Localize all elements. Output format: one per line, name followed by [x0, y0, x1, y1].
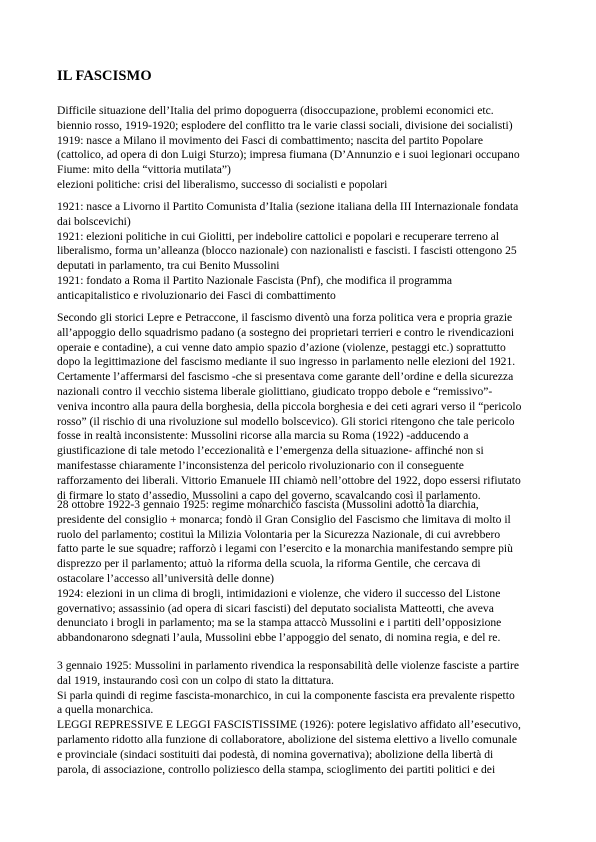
text-line: Difficile situazione dell’Italia del primo dopoguerra (disoccupazione, problemi economici etc.	[57, 104, 494, 117]
text-line: 1919: nasce a Milano il movimento dei Fasci di combattimento; nascita del partito Popolare	[57, 133, 483, 147]
text-line: 1924: elezioni in un clima di brogli, intimidazioni e violenze, che videro il successo del Listone	[57, 586, 501, 600]
text-line: Si parla quindi di regime fascista-monarchico, in cui la componente fascista era prevalente rispetto	[57, 688, 515, 702]
paragraph-postwar	[57, 104, 557, 193]
text-line: a quella monarchica.	[57, 703, 154, 717]
text-line: Fiume: mito della “vittoria mutilata”)	[57, 163, 231, 177]
text-line: dal 1919, instaurando così con un colpo di stato la dittatura.	[57, 673, 334, 687]
text-line: presidente del consiglio + monarca; fondò il Gran Consiglio del Fascismo che limitava di molto il	[57, 512, 511, 526]
document-title: IL FASCISMO	[57, 68, 152, 84]
text-line: disprezzo per il parlamento; attuò la riforma della scuola, la riforma Gentile, che cercava di	[57, 557, 481, 571]
text-line: parola, di associazione, controllo poliziesco della stampa, scioglimento dei partiti politici e dei	[57, 762, 496, 776]
text-line: manifestasse chiaramente l’inconsistenza del pericolo rivoluzionario con il conseguente	[57, 458, 464, 472]
text-line: operaie e contadine), a cui venne dato ampio spazio d’azione (violenze, pestaggi etc.) soprattutto	[57, 340, 506, 354]
text-line: abbandonarono sdegnati l’aula, Mussolini ebbe l’appoggio del senato, di nomina regia, e del re.	[57, 631, 501, 645]
text-line: Certamente l’affermarsi del fascismo -che si presentava come garante dell’ordine e della sicurezza	[57, 370, 514, 384]
text-line: ruolo del parlamento; costituì la Milizia Volontaria per la Sicurezza Nazionale, di cui avrebbero	[57, 527, 501, 541]
text-line: giustificazione di tale metodo l’eccezionalità e l’emergenza della situazione- affinché non si	[57, 444, 484, 458]
text-line: parlamento ridotto alla funzione di collaboratore, abolizione del sistema elettivo a livello comunale	[57, 732, 518, 746]
text-line: denunciato i brogli in parlamento; ma se la stampa attaccò Mussolini e i partiti dell’opposizione	[57, 616, 502, 630]
text-line: fatto parte le sue squadre; rafforzò i legami con l’esercito e la monarchia manifestando sempre più	[57, 542, 513, 556]
text-line: governativo; assassinio (ad opera di sicari fascisti) del deputato socialista Matteotti, che aveva	[57, 601, 494, 615]
text-line: rosso” (il rischio di una rivoluzione sul modello bolscevico). Gli storici ritengono che tale pericolo	[57, 414, 515, 428]
text-line: biennio rosso, 1919-1920; esplodere del conflitto tra le varie classi sociali, divisione dei socialisti)	[57, 118, 513, 132]
paragraph-dictatorship	[57, 659, 557, 777]
text-line: fosse in realtà inconsistente: Mussolini ricorse alla marcia su Roma (1922) -adducendo a	[57, 429, 469, 443]
text-line: deputati in parlamento, tra cui Benito Mussolini	[57, 259, 280, 273]
text-line: all’appoggio dello squadrismo padano (a sostegno dei proprietari terrieri e contro le rivendicazioni	[57, 325, 515, 339]
paragraph-historians	[57, 311, 557, 503]
text-line: nazionali contro il vecchio sistema liberale giolittiano, giudicato troppo debole e “remissivo”-	[57, 384, 493, 398]
text-line: 1921: elezioni politiche in cui Giolitti, per indebolire cattolici e popolari e recuperare terreno al	[57, 229, 500, 243]
text-line: di firmare lo stato d’assedio, Mussolini a capo del governo, scavalcando così il parlamento.	[57, 488, 481, 502]
text-line: rafforzamento dei liberali. Vittorio Emanuele III chiamò nell’ottobre del 1922, dopo essersi rifiutato	[57, 473, 521, 487]
text-line: veniva incontro alla paura della borghesia, della piccola borghesia e dei ceti agrari verso il “pericolo	[57, 399, 522, 413]
text-line: dopo la legittimazione del fascismo mediante il suo ingresso in parlamento nelle elezioni del 1921.	[57, 355, 516, 369]
text-line: liberalismo, forma un’alleanza (blocco nazionale) con nazionalisti e fascisti. I fascisti ottengono 25	[57, 244, 517, 258]
text-line: dai bolscevichi)	[57, 214, 131, 228]
text-line: (cattolico, ad opera di don Luigi Sturzo); impresa fiumana (D’Annunzio e i suoi legionari occupano	[57, 148, 520, 162]
text-line: ostacolare l’accesso all’università delle donne)	[57, 571, 274, 585]
text-line: anticapitalistico e rivoluzionario dei Fasci di combattimento	[57, 288, 336, 302]
text-line: LEGGI REPRESSIVE E LEGGI FASCISTISSIME (1926): potere legislativo affidato all’esecutivo,	[57, 718, 521, 732]
paragraph-1921	[57, 200, 557, 304]
text-line: 1921: fondato a Roma il Partito Nazionale Fascista (Pnf), che modifica il programma	[57, 273, 453, 287]
text-line: 28 ottobre 1922-3 gennaio 1925: regime monarchico fascista (Mussolini adottò la diarchia,	[57, 498, 479, 511]
text-line: 3 gennaio 1925: Mussolini in parlamento rivendica la responsabilità delle violenze fasciste a partire	[57, 659, 519, 672]
text-line: 1921: nasce a Livorno il Partito Comunista d’Italia (sezione italiana della III Internazionale fondata	[57, 200, 519, 213]
text-line: e provinciale (sindaci sostituiti dai podestà, di nomina governativa); abolizione della libertà di	[57, 747, 494, 761]
text-line: Secondo gli storici Lepre e Petraccone, il fascismo diventò una forza politica vera e propria grazie	[57, 311, 513, 324]
paragraph-monarchic-regime	[57, 498, 557, 646]
text-line: elezioni politiche: crisi del liberalismo, successo di socialisti e popolari	[57, 177, 388, 191]
